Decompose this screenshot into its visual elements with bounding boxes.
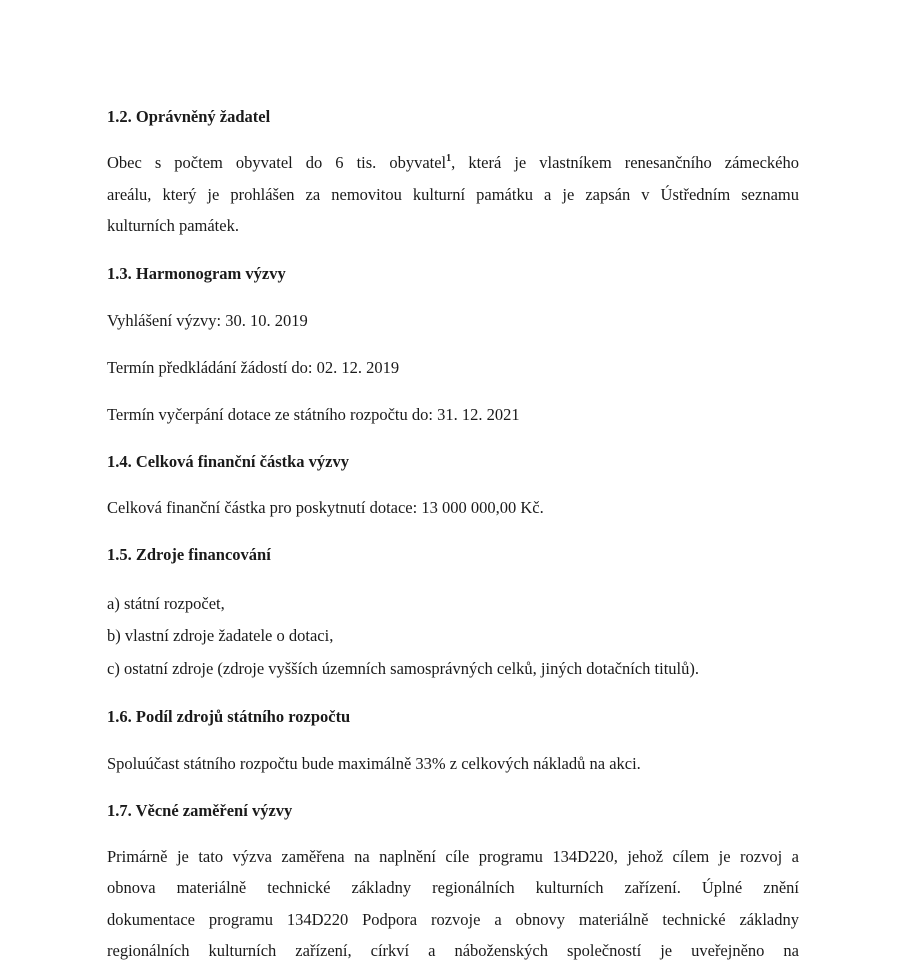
text-span: , která je vlastníkem renesančního zámeckého	[451, 153, 799, 172]
paragraph-line: kulturních památek.	[107, 216, 239, 235]
text-span: Obec s počtem obyvatel do 6 tis. obyvatel	[107, 153, 447, 172]
paragraph-line: Primárně je tato výzva zaměřena na naplnění cíle programu 134D220, jehož cílem je rozvoj a	[107, 847, 799, 866]
list-item: c) ostatní zdroje (zdroje vyšších územních samosprávných celků, jiných dotačních titulů).	[107, 659, 699, 678]
paragraph-line: dokumentace programu 134D220 Podpora rozvoje a obnovy materiálně technické základny	[107, 910, 799, 929]
paragraph-line: Spoluúčast státního rozpočtu bude maximálně 33% z celkových nákladů na akci.	[107, 754, 641, 773]
section-heading-1-2: 1.2. Oprávněný žadatel	[107, 107, 271, 126]
paragraph-line	[107, 153, 799, 173]
paragraph-line: areálu, který je prohlášen za nemovitou kulturní památku a je zapsán v Ústředním seznamu	[107, 185, 799, 204]
list-item: a) státní rozpočet,	[107, 594, 225, 613]
section-heading-1-7: 1.7. Věcné zaměření výzvy	[107, 801, 293, 820]
paragraph-line: Celková finanční částka pro poskytnutí dotace: 13 000 000,00 Kč.	[107, 498, 544, 517]
section-heading-1-4: 1.4. Celková finanční částka výzvy	[107, 452, 350, 471]
schedule-item: Vyhlášení výzvy: 30. 10. 2019	[107, 311, 308, 330]
section-heading-1-5: 1.5. Zdroje financování	[107, 545, 271, 564]
list-item: b) vlastní zdroje žadatele o dotaci,	[107, 626, 334, 645]
schedule-item: Termín vyčerpání dotace ze státního rozpočtu do: 31. 12. 2021	[107, 405, 520, 424]
schedule-item: Termín předkládání žádostí do: 02. 12. 2019	[107, 358, 400, 377]
paragraph-line: obnova materiálně technické základny regionálních kulturních zařízení. Úplné znění	[107, 878, 799, 897]
section-heading-1-3: 1.3. Harmonogram výzvy	[107, 264, 286, 283]
section-heading-1-6: 1.6. Podíl zdrojů státního rozpočtu	[107, 707, 351, 726]
footnote-marker: 1	[446, 153, 452, 164]
paragraph-line: regionálních kulturních zařízení, církví a náboženských společností je uveřejněno na	[107, 941, 799, 960]
